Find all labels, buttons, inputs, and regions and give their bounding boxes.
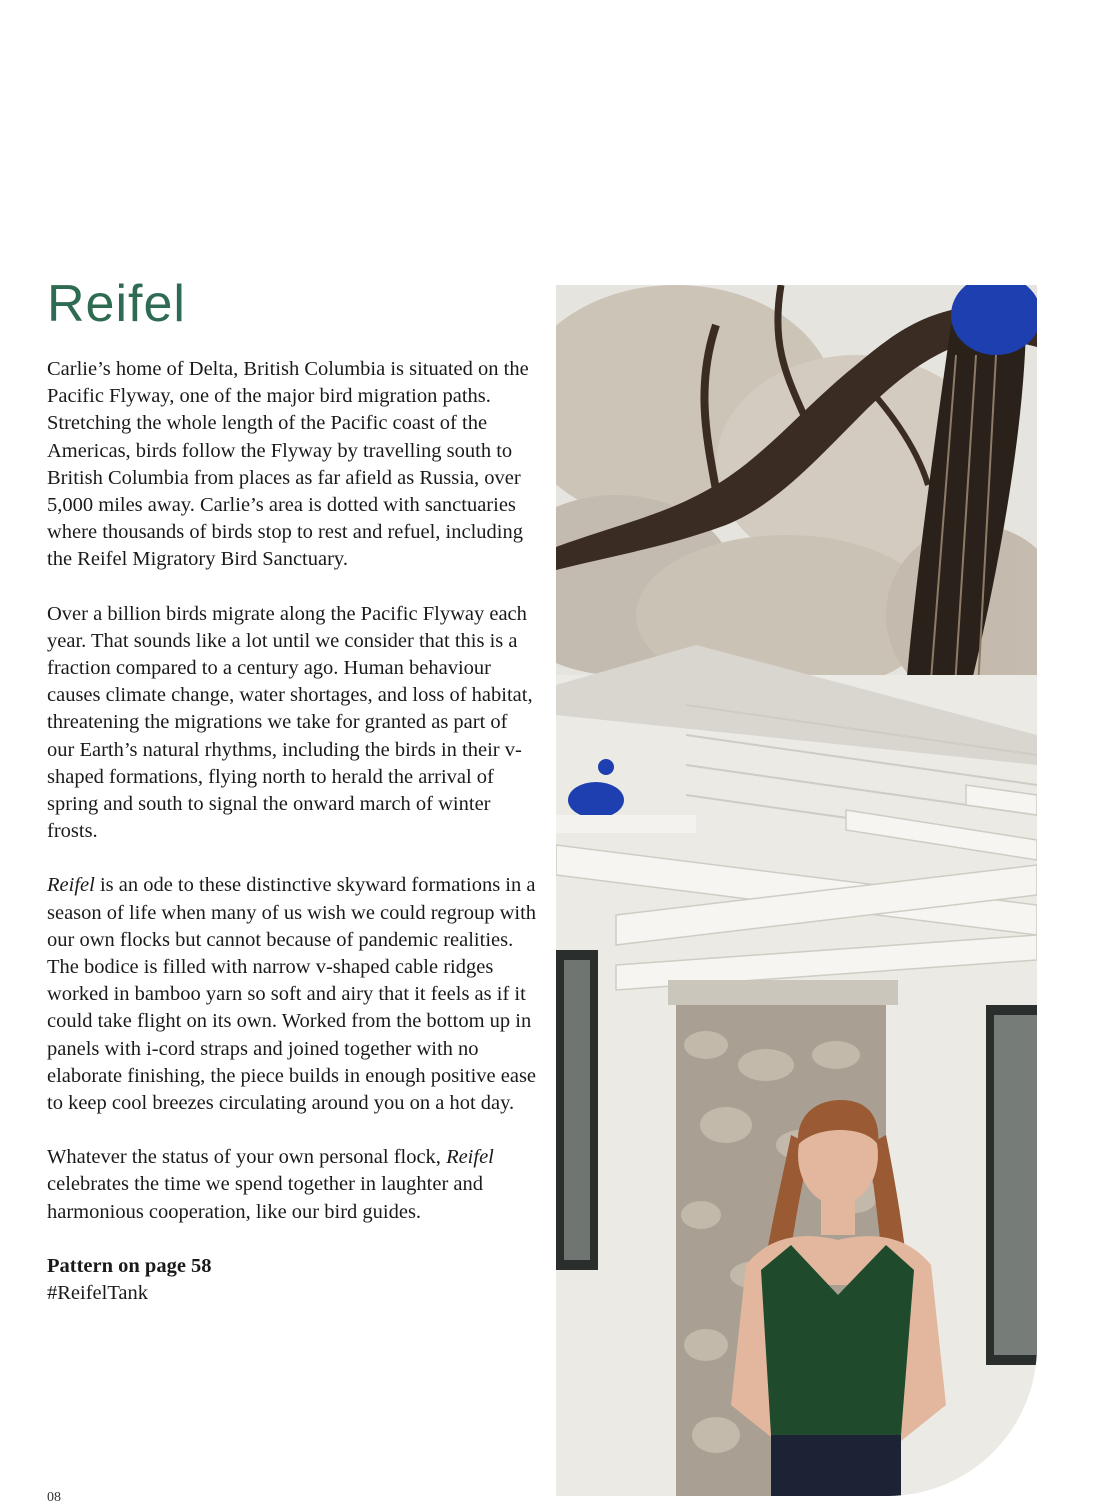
photo-illustration	[556, 285, 1037, 1496]
hashtag: #ReifelTank	[47, 1282, 149, 1305]
page-number: 08	[47, 1490, 61, 1505]
paragraph-3-text: is an ode to these distinctive skyward formations in a season of life when many of us wish we could regroup with our own flocks but cannot because of pandemic realities. The bodice is filled with narrow v-shaped cable ridges worked in bamboo yarn so soft and airy that it feels as if it could take flight on its own. Worked from the bottom up in panels with i-cord straps and joined together with no elaborate finishing, the piece builds in enough positive ease to keep cool breezes circulating around you on a hot day.	[47, 874, 537, 1115]
paragraph-4-emphasis: Reifel	[446, 1146, 494, 1169]
paragraph-1: Carlie’s home of Delta, British Columbia is situated on the Pacific Flyway, one of the major bird migration paths. Stretching the whole length of the Pacific coast of the Americas, birds follow the Flyway by travelling south to British Columbia from places as far afield as Russia, over 5,000 miles away. Carlie’s area is dotted with sanctuaries where thousands of birds stop to rest and refuel, including the Reifel Migratory Bird Sanctuary.	[47, 358, 529, 571]
paragraph-4	[47, 1144, 537, 1226]
pattern-info	[47, 1253, 537, 1307]
small-peacock	[568, 782, 624, 818]
article-body	[47, 356, 537, 1307]
pattern-reference: Pattern on page 58	[47, 1254, 212, 1277]
paragraph-4-text: celebrates the time we spend together in laughter and harmonious cooperation, like our bird guides.	[47, 1173, 484, 1223]
paragraph-4-start: Whatever the status of your own personal flock,	[47, 1146, 447, 1169]
paragraph-3	[47, 872, 537, 1117]
paragraph-2: Over a billion birds migrate along the Pacific Flyway each year. That sounds like a lot until we consider that this is a fraction compared to a century ago. Human behaviour causes climate change, water shortages, and loss of habitat, threatening the migrations we take for granted as part of our Earth’s natural rhythms, including the birds in their v-shaped formations, flying north to herald the arrival of spring and south to signal the onward march of winter frosts.	[47, 602, 533, 843]
feature-photo	[556, 285, 1037, 1496]
article-title: Reifel	[47, 275, 186, 333]
paragraph-3-emphasis: Reifel	[47, 874, 95, 897]
